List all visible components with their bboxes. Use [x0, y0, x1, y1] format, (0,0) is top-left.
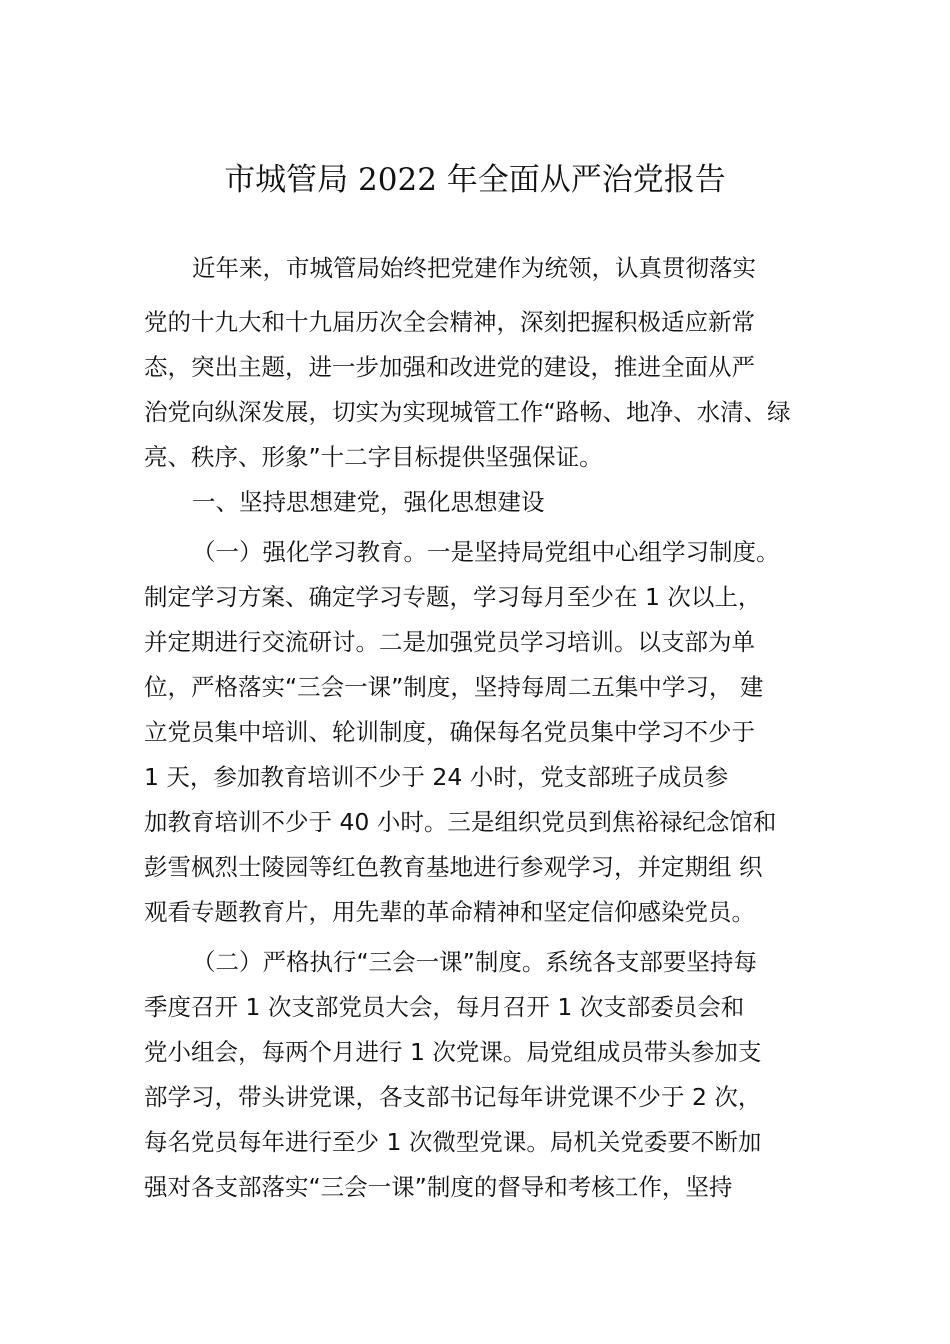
paragraph-line: 近年来，市城管局始终把党建作为统领，认真贯彻落实 [192, 254, 756, 282]
section-heading: 一、坚持思想建党，强化思想建设 [192, 488, 545, 516]
paragraph-line: 观看专题教育片，用先辈的革命精神和坚定信仰感染党员。 [144, 898, 755, 926]
paragraph-line: 党小组会，每两个月进行 1 次党课。局党组成员带头参加支 [144, 1038, 762, 1066]
paragraph-line: 亮、秩序、形象”十二字目标提供坚强保证。 [144, 443, 603, 471]
paragraph-line: 加教育培训不少于 40 小时。三是组织党员到焦裕禄纪念馆和 [144, 808, 777, 836]
paragraph-line: 强对各支部落实“三会一课”制度的督导和考核工作，坚持 [144, 1173, 733, 1201]
paragraph-line: 制定学习方案、确定学习专题，学习每月至少在 1 次以上， [144, 583, 762, 611]
document-title: 市城管局 2022 年全面从严治党报告 [224, 162, 726, 198]
paragraph-line: 态，突出主题，进一步加强和改进党的建设，推进全面从严 [144, 353, 755, 381]
paragraph-line: 每名党员每年进行至少 1 次微型党课。局机关党委要不断加 [144, 1128, 762, 1156]
paragraph-line: 季度召开 1 次支部党员大会，每月召开 1 次支部委员会和 [144, 993, 745, 1021]
paragraph-line: 并定期进行交流研讨。二是加强党员学习培训。以支部为单 [144, 628, 755, 656]
paragraph-line: 党的十九大和十九届历次全会精神，深刻把握积极适应新常 [144, 308, 755, 336]
paragraph-line: （二）严格执行“三会一课”制度。系统各支部要坚持每 [192, 948, 757, 976]
paragraph-line: 彭雪枫烈士陵园等红色教育基地进行参观学习，并定期组 织 [144, 853, 763, 881]
paragraph-line: 立党员集中培训、轮训制度，确保每名党员集中学习不少于 [144, 718, 755, 746]
paragraph-line: 位，严格落实“三会一课”制度，坚持每周二五集中学习， 建 [144, 673, 764, 701]
paragraph-line: （一）强化学习教育。一是坚持局党组中心组学习制度。 [192, 538, 780, 566]
paragraph-line: 治党向纵深发展，切实为实现城管工作“路畅、地净、水清、绿 [144, 398, 791, 426]
paragraph-line: 1 天，参加教育培训不少于 24 小时，党支部班子成员参 [144, 763, 729, 791]
paragraph-line: 部学习，带头讲党课，各支部书记每年讲党课不少于 2 次， [144, 1083, 762, 1111]
